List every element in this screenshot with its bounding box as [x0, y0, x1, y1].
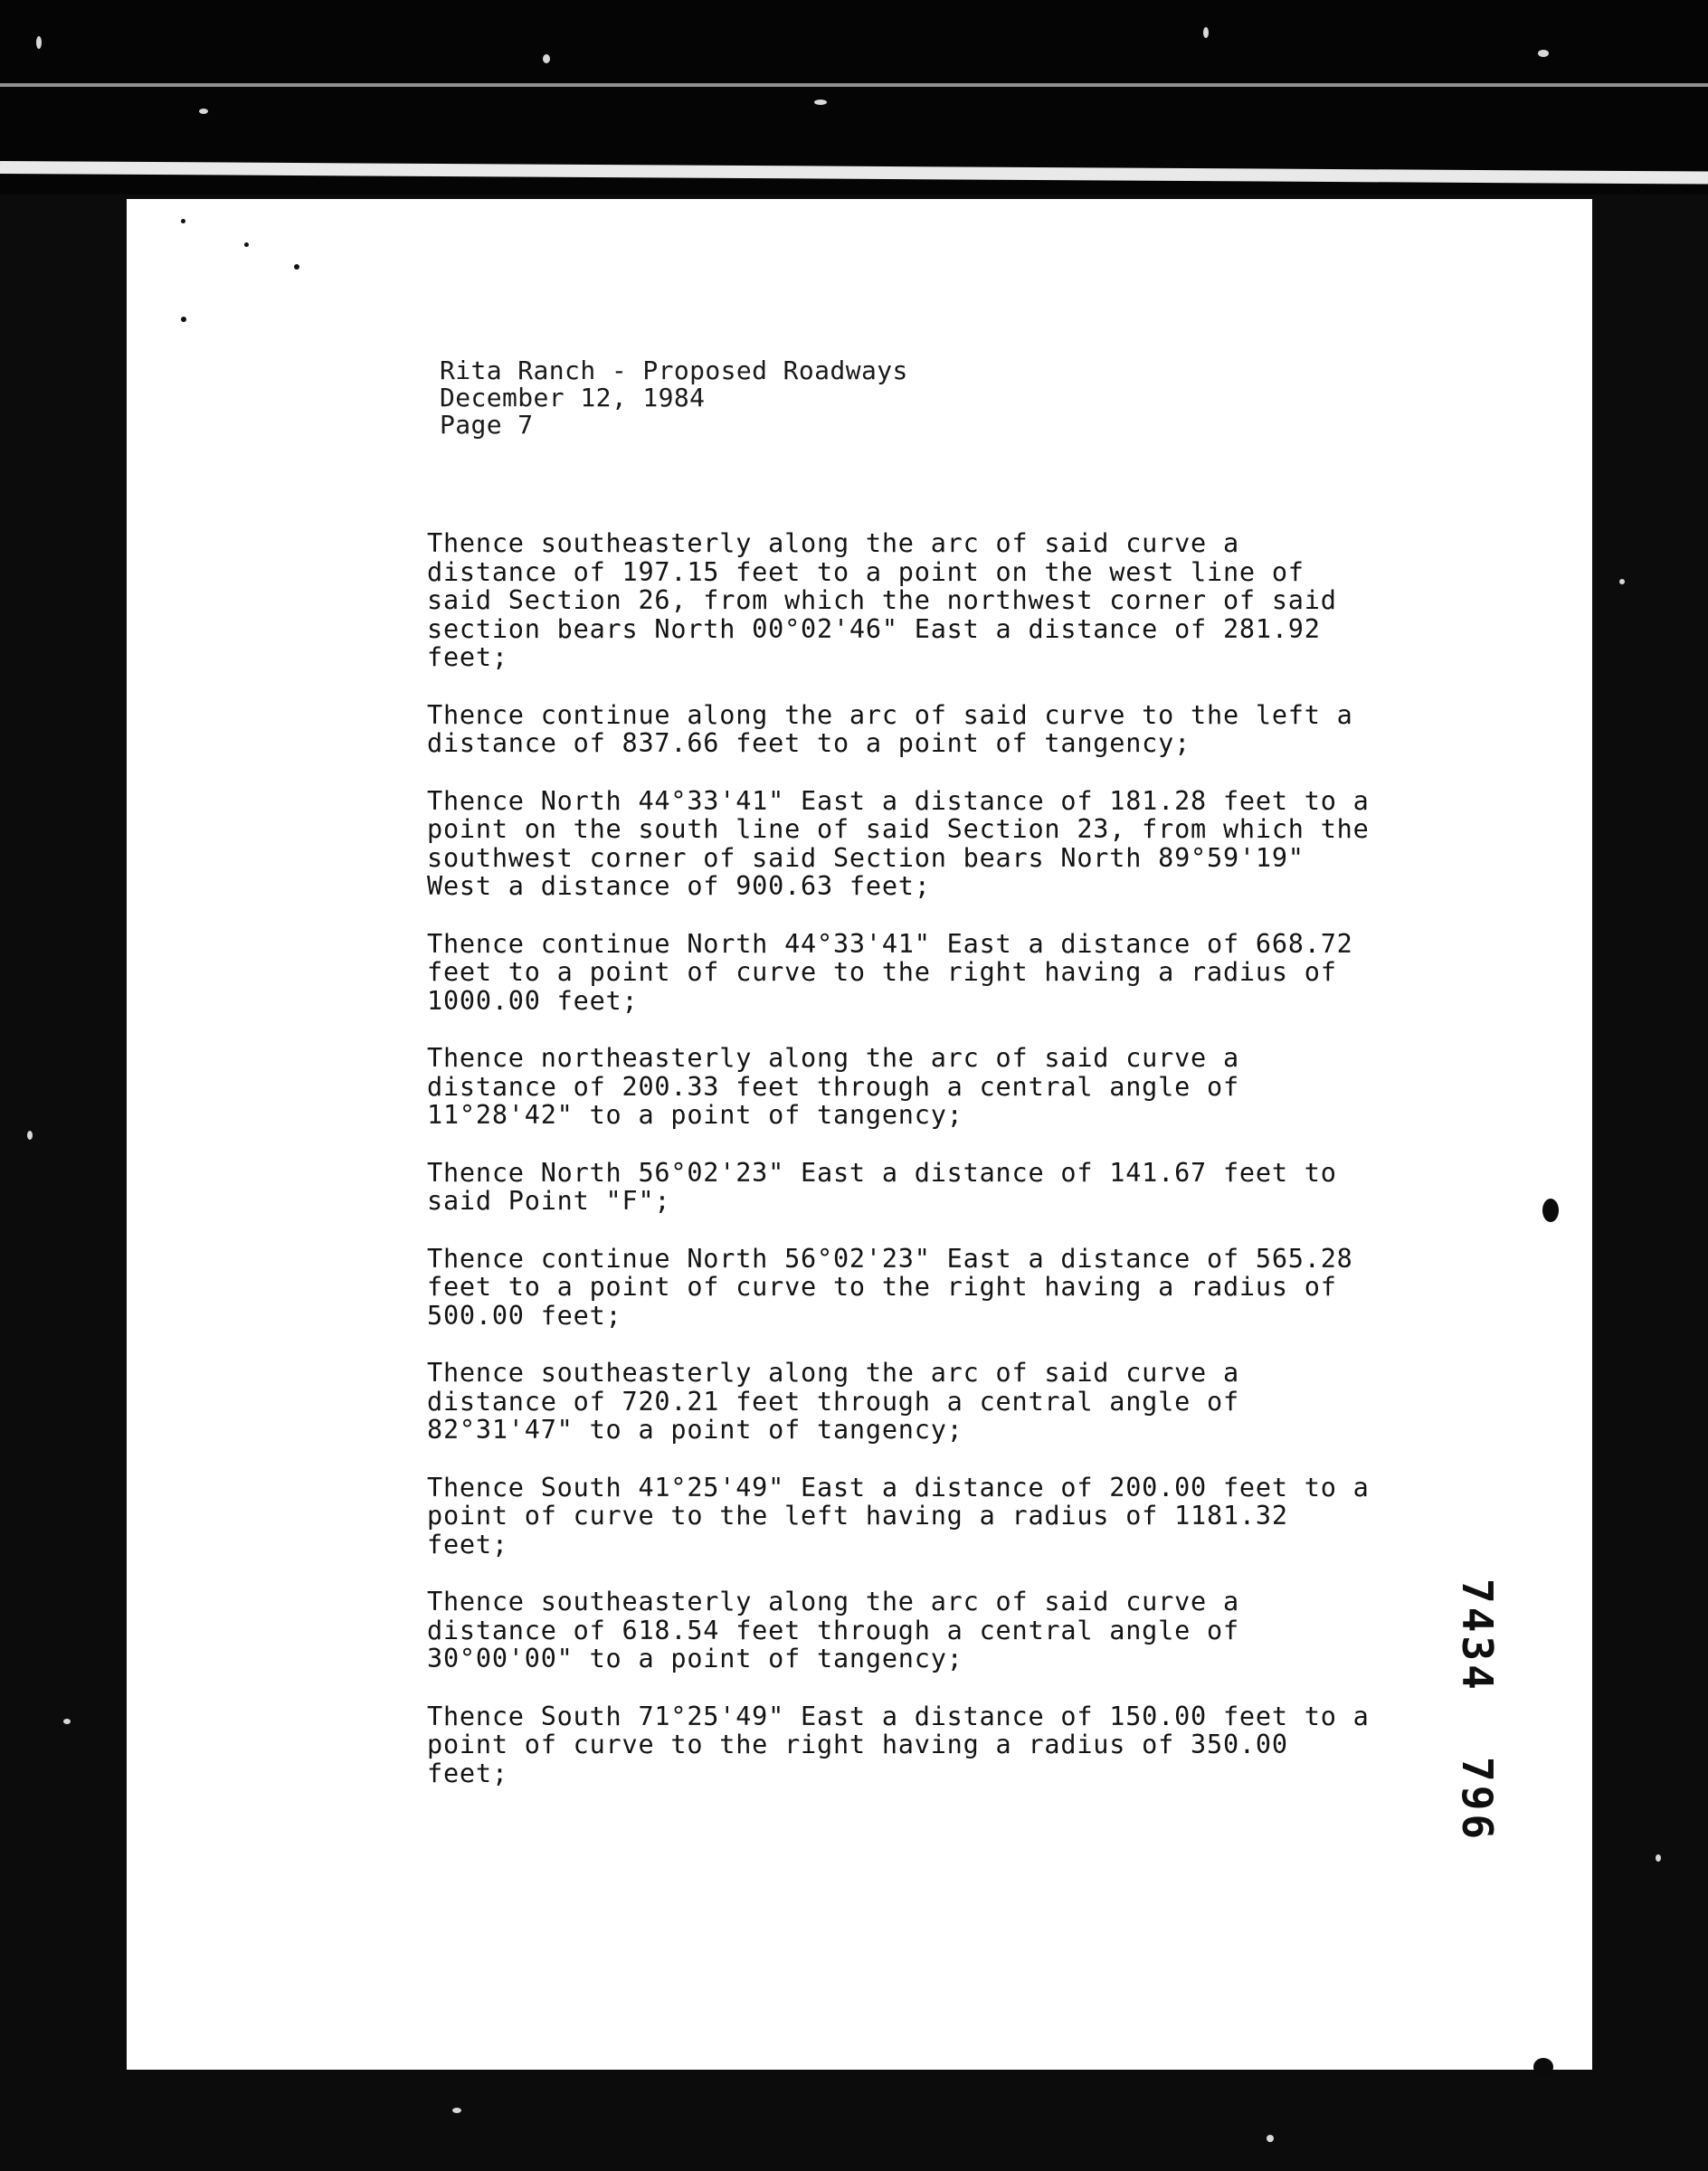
- paragraph: Thence continue North 44°33'41" East a distance of 668.72 feet to a point of curve to the right having a radius of 1000.00 feet;: [427, 928, 1353, 1016]
- document-date: December 12, 1984: [440, 383, 706, 412]
- page-number: Page 7: [440, 410, 534, 440]
- document-page: [127, 199, 1592, 2070]
- paper-speck: [181, 219, 185, 223]
- scan-speck: [63, 1719, 71, 1724]
- paper-speck: [294, 264, 299, 270]
- paragraph: Thence South 71°25'49" East a distance of 150.00 feet to a point of curve to the right having a radius of 350.00 feet;: [427, 1701, 1370, 1788]
- scan-speck: [199, 109, 208, 114]
- margin-docket-number: 7434: [1453, 1578, 1502, 1693]
- scan-speck: [1619, 579, 1625, 584]
- paragraph: Thence southeasterly along the arc of said curve a distance of 197.15 feet to a point on the west line of said Section 26, from which the northwest corner of said section bears North 00°02'46" East a distance of 281.92 feet;: [427, 528, 1337, 672]
- paragraph: Thence North 56°02'23" East a distance of 141.67 feet to said Point "F";: [427, 1157, 1337, 1216]
- document-body: [427, 529, 1467, 1816]
- scan-speck: [27, 1131, 33, 1140]
- paragraph: Thence northeasterly along the arc of said curve a distance of 200.33 feet through a central angle of 11°28'42" to a point of tangency;: [427, 1043, 1239, 1130]
- paragraph: Thence South 41°25'49" East a distance of 200.00 feet to a point of curve to the left having a radius of 1181.32 feet;: [427, 1472, 1370, 1560]
- paragraph: Thence continue along the arc of said curve to the left a distance of 837.66 feet to a point of tangency;: [427, 699, 1353, 758]
- document-title: Rita Ranch - Proposed Roadways: [440, 356, 908, 385]
- paragraph: Thence North 44°33'41" East a distance of 181.28 feet to a point on the south line of said Section 23, from which the southwest corner of said Section bears North 89°59'19" West a distance of 900.63 feet;: [427, 785, 1370, 901]
- scan-speck: [814, 100, 827, 105]
- scan-line: [0, 83, 1708, 87]
- paragraph: Thence southeasterly along the arc of said curve a distance of 720.21 feet through a central angle of 82°31'47" to a point of tangency;: [427, 1358, 1239, 1445]
- scan-speck: [1203, 27, 1209, 38]
- ink-blot: [1542, 1199, 1559, 1222]
- paragraph: Thence continue North 56°02'23" East a distance of 565.28 feet to a point of curve to the right having a radius of 500.00 feet;: [427, 1243, 1353, 1331]
- scan-speck: [543, 54, 550, 63]
- scan-speck: [36, 36, 42, 49]
- document-header: [440, 357, 982, 439]
- scan-speck: [452, 2108, 461, 2113]
- ink-blot: [1533, 2058, 1553, 2076]
- margin-page-number: 796: [1453, 1757, 1502, 1844]
- scan-speck: [1656, 1854, 1661, 1862]
- paper-speck: [244, 242, 249, 247]
- scan-speck: [1267, 2135, 1274, 2142]
- paragraph: Thence southeasterly along the arc of said curve a distance of 618.54 feet through a central angle of 30°00'00" to a point of tangency;: [427, 1587, 1239, 1673]
- paper-speck: [181, 317, 186, 322]
- scan-speck: [1538, 50, 1549, 57]
